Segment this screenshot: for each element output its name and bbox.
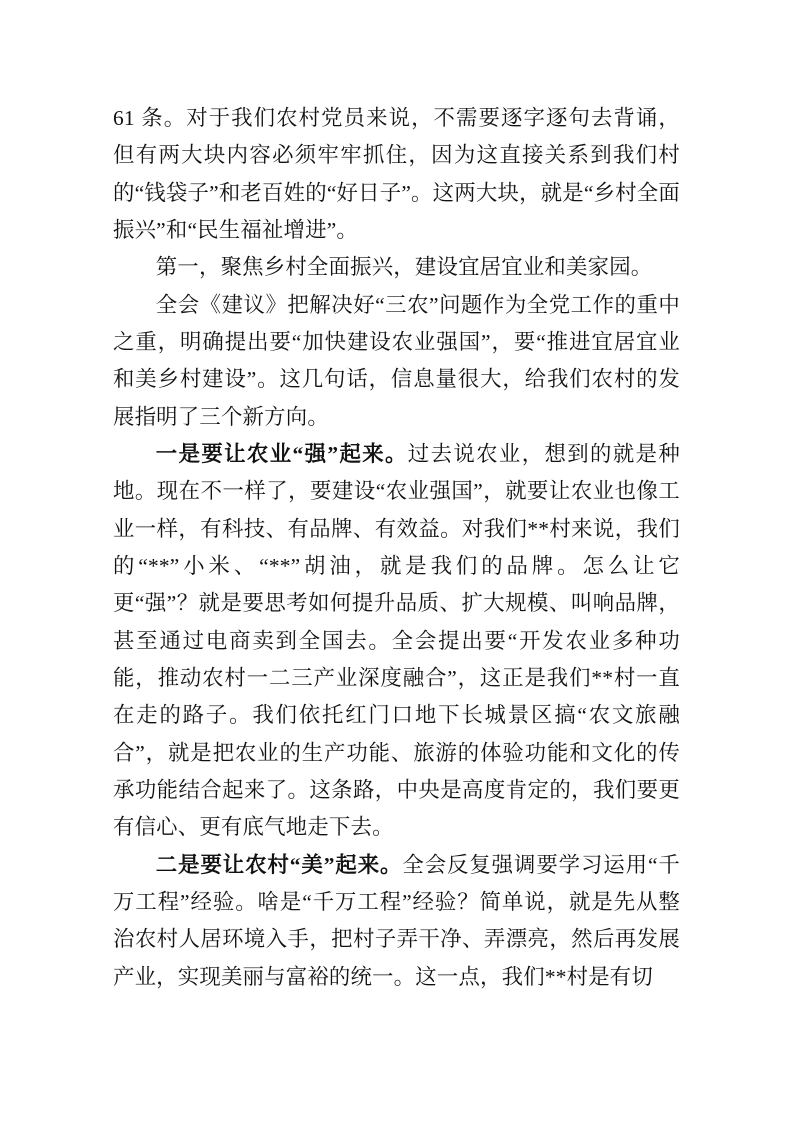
paragraph [113,249,680,286]
paragraph [113,287,680,436]
bold-text-run: 二是要让农村“美”起来。 [155,852,403,877]
text-run: 全会反复强调要学习运用“千万工程”经验。啥是“千万工程”经验？简单说，就是先从整治农村人居环境入手，把村子弄干净、弄漂亮，然后再发展产业，实现美丽与富裕的统一。这一点，我们**村是有切 [113,852,680,989]
text-run: 61 条。对于我们农村党员来说，不需要逐字逐句去背诵，但有两大块内容必须牢牢抓住，因为这直接关系到我们村的“钱袋子”和老百姓的“好日子”。这两大块，就是“乡村全面振兴”和“民生福祉增进”。 [113,106,680,242]
text-run: 过去说农业，想到的就是种地。现在不一样了，要建设“农业强国”，就要让农业也像工业一样，有科技、有品牌、有效益。对我们**村来说，我们的“**”小米、“**”胡油，就是我们的品牌。怎么让它更“强”？就是要思考如何提升品质、扩大规模、叫响品牌，甚至通过电商卖到全国去。全会提出要“开发农业多种功能，推动农村一二三产业深度融合”，这正是我们**村一直在走的路子。我们依托红门口地下长城景区搞“农文旅融合”，就是把农业的生产功能、旅游的体验功能和文化的传承功能结合起来了。这条路，中央是高度肯定的，我们要更有信心、更有底气地走下去。 [113,441,680,840]
paragraph [113,847,680,996]
bold-text-run: 一是要让农业“强”起来。 [155,441,408,466]
paragraph [113,100,680,249]
text-run: 第一，聚焦乡村全面振兴，建设宜居宜业和美家园。 [155,255,653,280]
document-body [113,100,680,996]
paragraph [113,436,680,847]
text-run: 全会《建议》把解决好“三农”问题作为全党工作的重中之重，明确提出要“加快建设农业强国”，要“推进宜居宜业和美乡村建设”。这几句话，信息量很大，给我们农村的发展指明了三个新方向。 [113,292,680,429]
